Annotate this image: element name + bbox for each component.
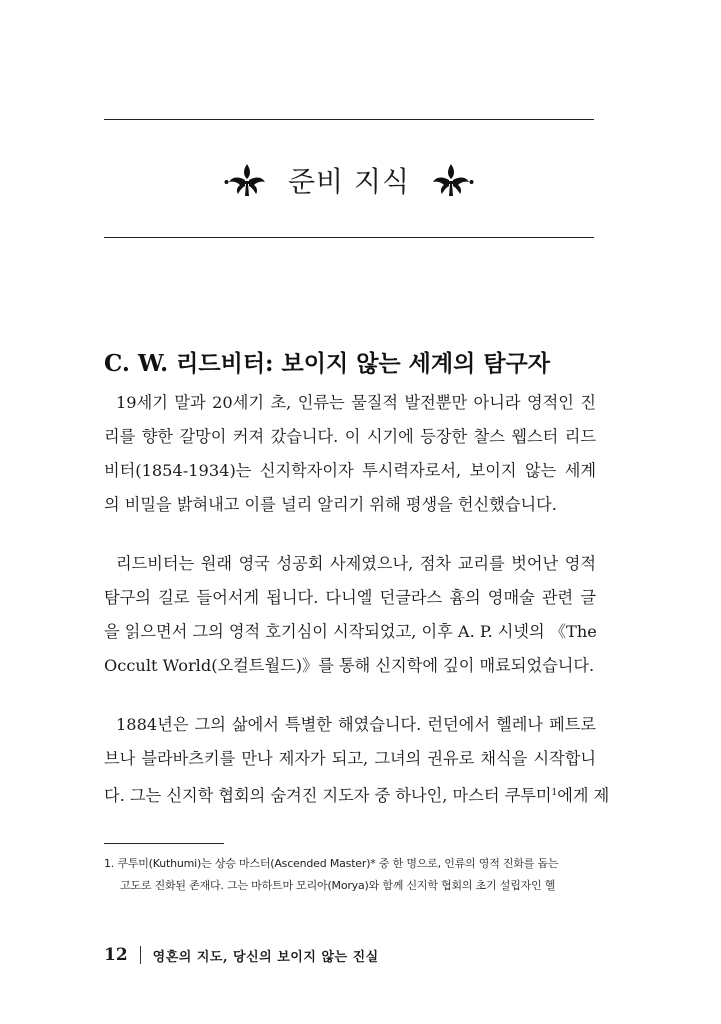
paragraph [104, 386, 596, 522]
footnote-reference[interactable]: 1 [551, 788, 558, 798]
top-rule [104, 119, 594, 120]
page-number: 12 [104, 945, 128, 965]
text-line: 을 읽으면서 그의 영적 호기심이 시작되었고, 이후 A. P. 시넷의 《The [104, 622, 597, 641]
paragraph [104, 708, 610, 813]
text-line: 비터(1854-1934)는 신지학자이자 투시력자로서, 보이지 않는 세계 [104, 461, 596, 480]
text-line: Occult World(오컬트월드)》를 통해 신지학에 깊이 매료되었습니다. [104, 656, 595, 675]
text-line: 리를 향한 갈망이 커져 갔습니다. 이 시기에 등장한 찰스 웹스터 리드 [104, 427, 596, 446]
running-title: 영혼의 지도, 당신의 보이지 않는 진실 [152, 949, 379, 965]
text-line: 19세기 말과 20세기 초, 인류는 물질적 발전뿐만 아니라 영적인 진 [116, 393, 596, 412]
text-line: 리드비터는 원래 영국 성공회 사제였으나, 점차 교리를 벗어난 영적 [116, 554, 596, 573]
chapter-heading [104, 150, 594, 210]
footnote-rule [104, 843, 224, 844]
bottom-rule [104, 237, 594, 238]
page-footer [104, 945, 379, 965]
fleur-de-lis-icon [428, 160, 474, 200]
chapter-title: 준비 지식 [287, 165, 411, 198]
body-text [104, 386, 610, 838]
text-line [104, 776, 610, 813]
paragraph [104, 547, 596, 683]
footnote-line: 고도로 진화된 존재다. 그는 마하트마 모리아(Morya)와 함께 신지학 협회의 초기 설립자인 헬 [120, 879, 556, 892]
footnote-line: 1. 쿠투미(Kuthumi)는 상승 마스터(Ascended Master)* 중 한 명으로, 인류의 영적 진화를 돕는 [104, 857, 559, 870]
section-title: C. W. 리드비터: 보이지 않는 세계의 탐구자 [104, 350, 550, 378]
text-segment: 다. 그는 신지학 협회의 숨겨진 지도자 중 하나인, 마스터 쿠투미 [104, 786, 552, 805]
text-line: 브나 블라바츠키를 만나 제자가 되고, 그녀의 권유로 채식을 시작합니 [104, 749, 596, 768]
text-segment: 에게 제 [557, 786, 610, 805]
text-line: 의 비밀을 밝혀내고 이를 널리 알리기 위해 평생을 헌신했습니다. [104, 495, 557, 514]
text-line: 1884년은 그의 삶에서 특별한 해였습니다. 런던에서 헬레나 페트로 [116, 715, 596, 734]
text-line: 탐구의 길로 들어서게 됩니다. 다니엘 던글라스 흄의 영매술 관련 글 [104, 588, 596, 607]
footer-divider [140, 946, 141, 964]
footnotes [104, 853, 596, 897]
fleur-de-lis-icon [224, 160, 270, 200]
